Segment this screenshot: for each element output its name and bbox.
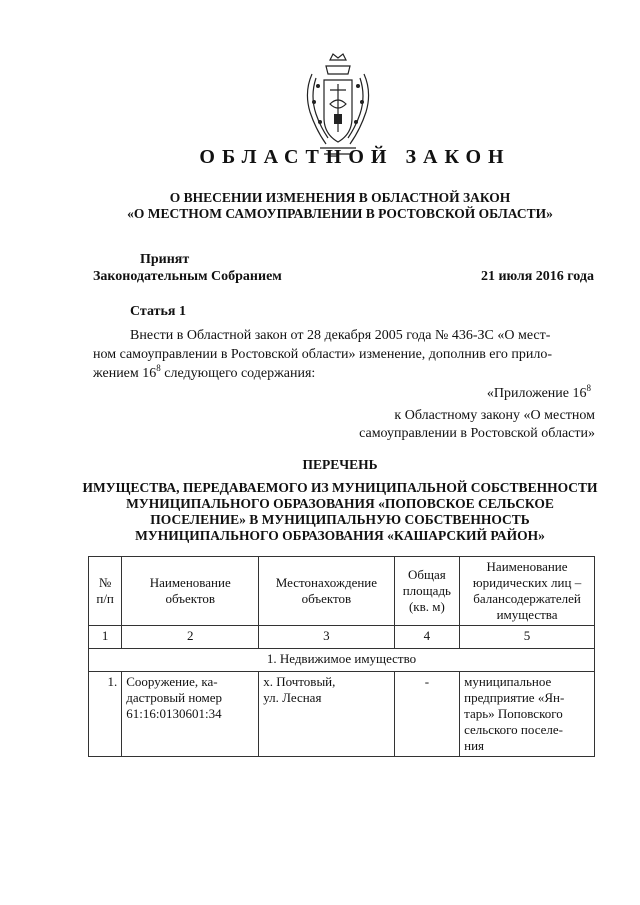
article-line: Внести в Областной закон от 28 декабря 2005 года № 436-ЗС «О мест- — [130, 328, 551, 343]
list-subtitle-line: МУНИЦИПАЛЬНОГО ОБРАЗОВАНИЯ «ПОПОВСКОЕ СЕЛЬСКОЕ — [126, 496, 554, 511]
coat-of-arms-emblem — [300, 52, 376, 160]
article-line-end: следующего содержания: — [160, 366, 316, 381]
appendix-line: самоуправлении в Ростовской области» — [359, 426, 595, 441]
header-text: (кв. м) — [408, 599, 445, 614]
row-number: 1. — [89, 672, 122, 757]
table-row — [89, 672, 595, 757]
header-name — [122, 557, 259, 626]
appendix-caption — [330, 385, 595, 443]
section-title: 1. Недвижимое имущество — [89, 649, 595, 672]
header-text: балансодержателей — [473, 591, 581, 606]
law-title: ОБЛАСТНОЙ ЗАКОН — [199, 146, 511, 168]
header-text: площадь — [402, 583, 451, 598]
header-text: Наименование — [486, 559, 568, 574]
list-subtitle-line: МУНИЦИПАЛЬНОГО ОБРАЗОВАНИЯ «КАШАРСКИЙ РАЙОН» — [135, 528, 545, 543]
header-holder — [460, 557, 595, 626]
cell-text: Сооружение, ка- — [126, 674, 218, 689]
header-text: № — [98, 575, 112, 590]
subtitle-line: «О МЕСТНОМ САМОУПРАВЛЕНИИ В РОСТОВСКОЙ ОБЛАСТИ» — [127, 206, 553, 221]
header-num — [89, 557, 122, 626]
article-heading: Статья 1 — [130, 304, 186, 319]
header-text: объектов — [301, 591, 352, 606]
header-text: имущества — [496, 607, 558, 622]
row-location — [259, 672, 394, 757]
header-text: п/п — [96, 591, 114, 606]
cell-text: сельского поселе- — [464, 722, 563, 737]
header-text: Общая — [407, 567, 446, 582]
cell-text: х. Почтовый, — [263, 674, 336, 689]
column-number: 2 — [122, 626, 259, 649]
article-line — [93, 364, 595, 383]
accepted-date: 21 июля 2016 года — [480, 269, 594, 284]
accepted-label: Принят — [140, 252, 190, 267]
column-number: 5 — [460, 626, 595, 649]
header-text: Местонахождение — [275, 575, 378, 590]
cell-text: предприятие «Ян- — [464, 690, 565, 705]
subtitle-line: О ВНЕСЕНИИ ИЗМЕНЕНИЯ В ОБЛАСТНОЙ ЗАКОН — [169, 190, 511, 205]
cell-text: ния — [464, 738, 485, 753]
header-text: Наименование — [149, 575, 231, 590]
list-subtitle — [0, 480, 640, 544]
article-line: ном самоуправлении в Ростовской области» изменение, дополнив его прило- — [93, 347, 553, 362]
cell-text: ул. Лесная — [263, 690, 322, 705]
cell-text: 61:16:0130601:34 — [126, 706, 222, 721]
header-text: юридических лиц – — [472, 575, 582, 590]
assets-table — [88, 556, 595, 757]
cell-text: дастровый номер — [126, 690, 223, 705]
header-area — [394, 557, 459, 626]
law-subtitle — [0, 190, 640, 222]
cell-text: тарь» Поповского — [464, 706, 563, 721]
column-number: 4 — [394, 626, 459, 649]
list-subtitle-line: ИМУЩЕСТВА, ПЕРЕДАВАЕМОГО ИЗ МУНИЦИПАЛЬНОЙ СОБСТВЕННОСТИ — [82, 480, 598, 495]
appendix-line: к Областному закону «О местном — [394, 408, 595, 423]
list-subtitle-line: ПОСЕЛЕНИЕ» В МУНИЦИПАЛЬНУЮ СОБСТВЕННОСТЬ — [150, 512, 530, 527]
article-text — [93, 326, 595, 383]
row-holder — [460, 672, 595, 757]
table-header-row — [89, 557, 595, 626]
column-number: 3 — [259, 626, 394, 649]
header-location — [259, 557, 394, 626]
section-row — [89, 649, 595, 672]
column-number-row — [89, 626, 595, 649]
column-number: 1 — [89, 626, 122, 649]
row-name — [122, 672, 259, 757]
article-line-start: жением 16 — [93, 366, 157, 381]
row-area: - — [394, 672, 459, 757]
accepted-by: Законодательным Собранием — [93, 269, 282, 284]
appendix-label — [330, 385, 591, 403]
superscript: 8 — [586, 383, 591, 393]
cell-text: муниципальное — [464, 674, 552, 689]
appendix-label-text: «Приложение 16 — [486, 386, 587, 401]
superscript: 8 — [156, 363, 161, 373]
header-text: объектов — [165, 591, 216, 606]
list-title: ПЕРЕЧЕНЬ — [302, 457, 378, 472]
